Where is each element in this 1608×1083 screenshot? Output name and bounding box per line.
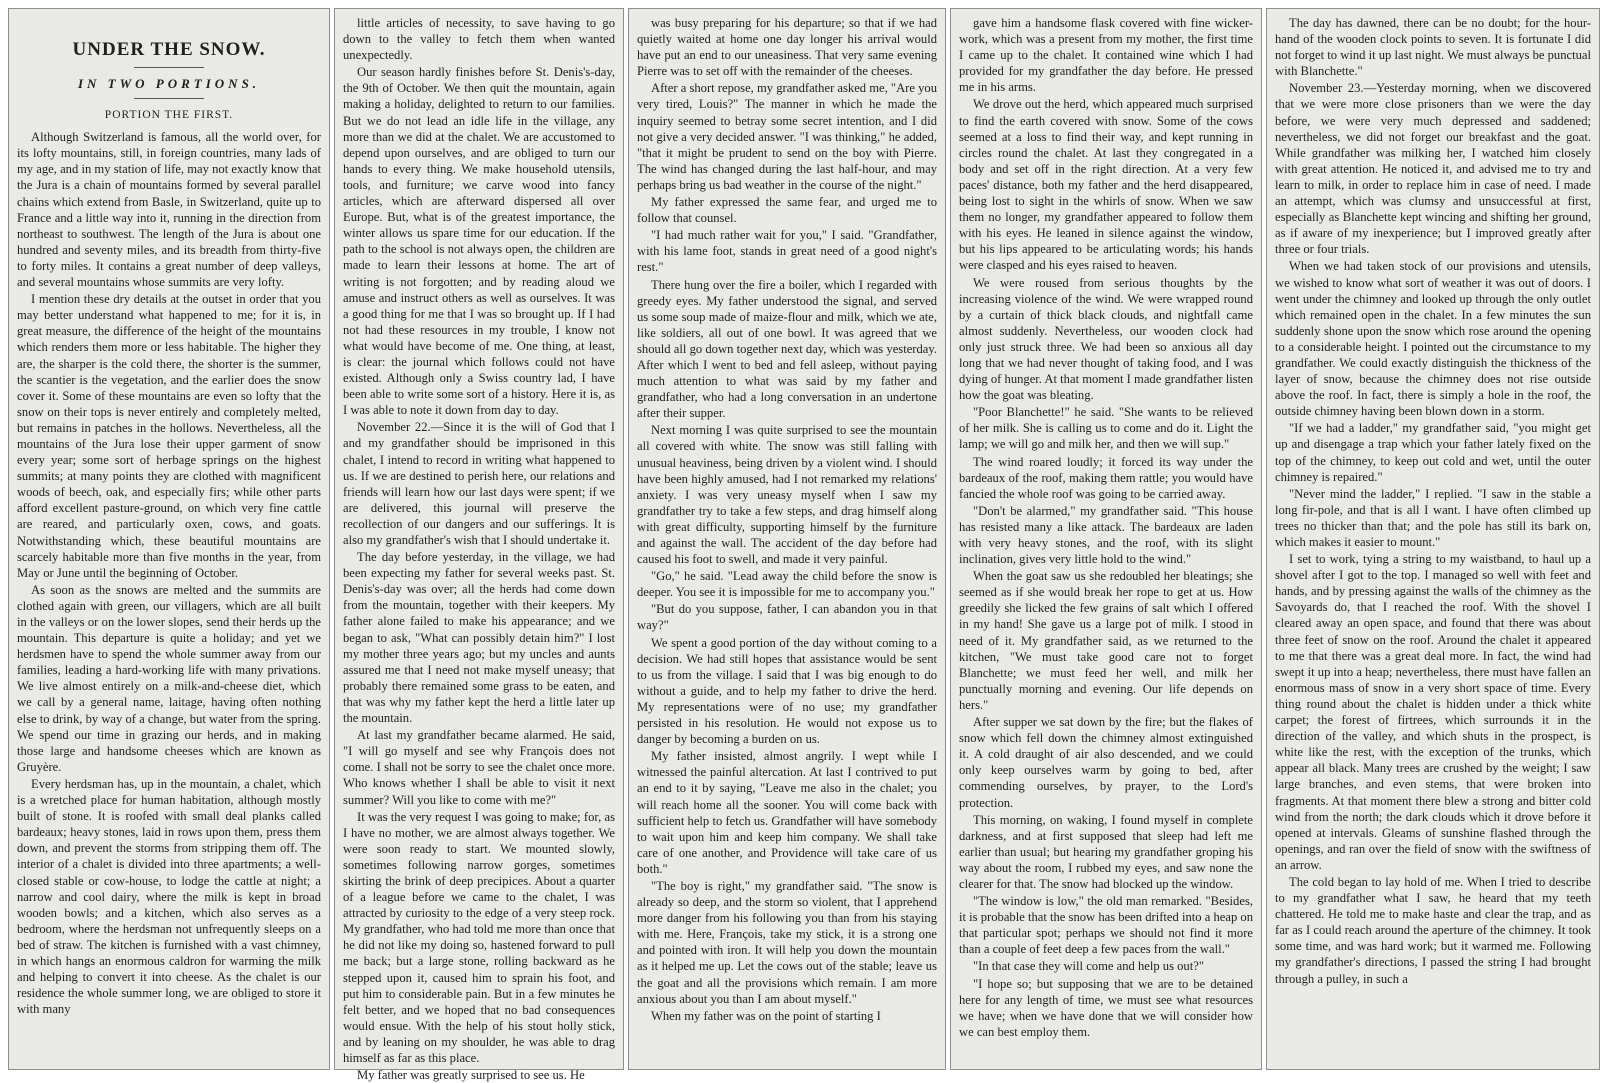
title-rule bbox=[134, 67, 204, 68]
paragraph: This morning, on waking, I found myself in complete darkness, and at first supposed that sleep had left me earlier than usual; but hearing my grandfather groping his way about the room, I rubbed my eyes, and saw none the clearer for that. The snow had blocked up the window. bbox=[959, 812, 1253, 891]
paragraph: little articles of necessity, to save having to go down to the valley to fetch them when wanted unexpectedly. bbox=[343, 16, 615, 63]
paragraph: "The window is low," the old man remarked. "Besides, it is probable that the snow has been drifted into a heap on that particular spot; perhaps we should not find it more than a couple of feet deep a few paces from the wall." bbox=[959, 894, 1253, 957]
paragraph: My father expressed the same fear, and urged me to follow that counsel. bbox=[637, 195, 937, 226]
paragraph: My father was greatly surprised to see us. He bbox=[357, 1068, 585, 1083]
column-2 bbox=[334, 8, 624, 1083]
paragraph: "If we had a ladder," my grandfather said, "you might get up and disengage a trap which your father lately fixed on the top of the chimney, to keep out cold and wet, until the outer chimney is repaired." bbox=[1275, 421, 1591, 484]
paragraph: "But do you suppose, father, I can abandon you in that way?" bbox=[637, 602, 937, 633]
paragraph: Although Switzerland is famous, all the world over, for its lofty mountains, still, in foreign countries, many lads of my age, and in my station of life, may not exactly know that the Jura is a chain of mountains formed by several parallel chains which extend from Basle, in Switzerland, quite up to France and a little way into it, running in the direction from northeast to southwest. The length of the Jura is about one hundred and seventy miles, and its breadth from thirty-five to forty miles. It contains a great number of deep valleys, and several mountains whose summits are very lofty. bbox=[17, 130, 321, 290]
paragraph: The day before yesterday, in the village, we had been expecting my father for several weeks past. St. Denis's-day was over; all the herds had come down from the mountain, together with their keepers. My father alone failed to make his appearance; and we began to ask, "What can possibly detain him?" I lost my mother three years ago; but my uncles and aunts assured me that I need not make myself uneasy; that probably there remained some grass to be eaten, and that was why my father kept the herd a little later up the mountain. bbox=[343, 550, 615, 726]
paragraph: We spent a good portion of the day without coming to a decision. We had still hopes that assistance would be sent to us from the village. I said that I was big enough to do without a guide, and to help my father to drive the herd. My representations were of no use; my grandfather persisted in his resolution. He would not expose us to danger by becoming a burden on us. bbox=[637, 635, 937, 747]
paragraph: We drove out the herd, which appeared much surprised to find the earth covered with snow. Some of the cows seemed at a loss to find their way, and kept running in circles round the chalet. At last they congregated in a body and set off in the right direction. At a very few paces' distance, both my father and the herd disappeared, being lost to sight in the whirls of snow. When we saw them no longer, my grandfather appeared to follow them with his eyes. He leaned in silence against the window, but his lips appeared to be articulating words; his hands were clasped and his eyes raised to heaven. bbox=[959, 97, 1253, 273]
paragraph: At last my grandfather became alarmed. He said, "I will go myself and see why François does not come. I shall not be sorry to see the chalet once more. Who knows whether I shall be able to visit it next summer? Will you like to come with me?" bbox=[343, 728, 615, 807]
paragraph: When we had taken stock of our provisions and utensils, we wished to know what sort of weather it was out of doors. I went under the chimney and looked up through the only outlet which remained open in the chalet. In a few minutes the sun suddenly shone upon the snow which rose around the opening to a considerable height. I pointed out the circumstance to my grandfather. We could exactly distinguish the thickness of the layer of snow, because the chimney does not rise outside above the roof. In fact, there is simply a hole in the roof, the outside chimney having been blown down in a storm. bbox=[1275, 259, 1591, 419]
paragraph: "In that case they will come and help us out?" bbox=[973, 959, 1204, 974]
paragraph: Every herdsman has, up in the mountain, a chalet, which is a wretched place for human habitation, although mostly built of stone. It is roofed with small deal planks called bardeaux; heavy stones, laid in rows upon them, press them down, and prevent the storms from stripping them off. The interior of a chalet is divided into three apartments; a well-closed stable or cow-house, to lodge the cattle at night; a narrow and cool dairy, where the milk is kept in broad wooden bowls; and a kitchen, which also serves as a bedroom, where the herdsman not unfrequently sleeps on a bed of straw. The kitchen is furnished with a vast chimney, in which hangs an enormous caldron for warming the milk and helping to convert it into cheese. As the chalet is our residence the whole summer long, we are obliged to store it with many bbox=[17, 776, 321, 1017]
article-subtitle: IN TWO PORTIONS. bbox=[77, 76, 261, 91]
dated-paragraph: November 22.—Since it is the will of God that I and my grandfather should be imprisoned in this chalet, I intend to record in writing what happened to us. If we are destined to perish here, our relations and friends will learn how our last days were spent; if we are delivered, this journal will preserve the recollection of our dangers and our sufferings. It is also my grandfather's wish that I should undertake it. bbox=[343, 420, 615, 547]
paragraph: My father insisted, almost angrily. I wept while I witnessed the painful altercation. At last I contrived to put an end to it by saying, "Leave me also in the chalet; you will reach home all the sooner. You will come back with sufficient help to fetch us. Grandfather will have somebody to wait upon him and keep him company. We shall take care of one another, and Providence will take care of us both." bbox=[637, 749, 937, 876]
paragraph: We were roused from serious thoughts by the increasing violence of the wind. We were wrapped round by a curtain of thick black clouds, and nightfall came almost suddenly. Nevertheless, our wooden clock had only just struck three. We had been so anxious all day long that we had never thought of taking food, and I was dying of hunger. At that moment I made grandfather listen how the goat was bleating. bbox=[959, 275, 1253, 403]
paragraph: I set to work, tying a string to my waistband, to haul up a shovel after I got to the top. I managed so well with feet and hands, and by pressing against the walls of the chimney as the Savoyards do, that I reached the roof. With the shovel I cleared away an open space, and found that there was about three feet of snow on the roof. Around the chalet it appeared to me that there was a great deal more. In fact, the wind had swept it up into a heap; nevertheless, there must have fallen an enormous mass of snow in a very short space of time. Every thing round about the chalet is hidden under a thick white carpet; the forest of firtrees, which surrounds it in the direction of the valley, and which shuts in the prospect, is white like the rest, with the exception of the trunks, which appear all black. Many trees are crushed by the weight; I saw large branches, and even stems, that were broken into fragments. At that moment there blew a strong and bitter cold wind from the north; the dark clouds which it drove before it opened at intervals. Gleams of sunshine flashed through the openings, and ran over the field of snow with the swiftness of an arrow. bbox=[1275, 552, 1591, 872]
paragraph: gave him a handsome flask covered with fine wicker-work, which was a present from my mother, the first time I came up to the chalet. It contained wine which I had provided for my grandfather the day before. He pressed me in his arms. bbox=[959, 16, 1253, 95]
paragraph: The cold began to lay hold of me. When I tried to describe to my grandfather what I saw, he heard that my teeth chattered. He told me to make haste and clear the trap, and as far as I could reach around the aperture of the chimney. It took some time, and was hard work; but it warmed me. Following my grandfather's directions, I passed the string I had brought through a pulley, in such a bbox=[1275, 874, 1591, 986]
paragraph: "Never mind the ladder," I replied. "I saw in the stable a long fir-pole, and that is all I want. I have often climbed up trees no thicker than that; and the pole has still its bark on, which makes it easier to mount." bbox=[1275, 486, 1591, 549]
paragraph: Next morning I was quite surprised to see the mountain all covered with white. The snow was still falling with unusual heaviness, being driven by a violent wind. I should have been highly amused, had I not remarked my relations' anxiety. I was very uneasy myself when I saw my grandfather try to take a few steps, and drag himself along with great difficulty, supporting himself by the furniture and against the wall. The accident of the day before had caused his foot to swell, and made it very painful. bbox=[637, 423, 937, 567]
subtitle-rule bbox=[134, 98, 204, 99]
column-1 bbox=[8, 8, 330, 1070]
paragraph: "Don't be alarmed," my grandfather said. "This house has resisted many a like attack. The bardeaux are laden with very heavy stones, and the roof, with its slight inclination, gives very little hold to the wind." bbox=[959, 503, 1253, 567]
paragraph: There hung over the fire a boiler, which I regarded with greedy eyes. My father understood the signal, and served us some soup made of maize-flour and milk, which we ate, like soldiers, all out of one bowl. It was agreed that we should all go down together next day, which was yesterday. After which I went to bed and fell asleep, without paying much attention to what was said by my father and grandfather, who had a long conversation in an undertone after their supper. bbox=[637, 277, 937, 421]
paragraph: After a short repose, my grandfather asked me, "Are you very tired, Louis?" The manner in which he made the inquiry seemed to betray some secret intention, and I did not give a very decided answer. "I was thinking," he added, "that it might be prudent to send on the boy with Pierre. The wind has changed during the last half-hour, and may perhaps bring us bad weather in the course of the night." bbox=[637, 81, 937, 192]
paragraph: As soon as the snows are melted and the summits are clothed again with green, our villagers, which are all built in the valleys or on the lower slopes, send their herds up the mountain. This departure is quite a holiday; and yet we herdsmen have to spend the whole summer away from our families, leading a hard-working life with many privations. We live almost entirely on a milk-and-cheese diet, which we call by a general name, laitage, having often nothing else to drink, by way of a change, but water from the spring. We spend our time in grazing our herds, and in making those large and handsome cheeses which are known as Gruyère. bbox=[17, 582, 321, 774]
dated-paragraph: November 23.—Yesterday morning, when we discovered that we were more close prisoners than we were the day before, we were very much depressed and saddened; nevertheless, we did not forget our breakfast and the goat. While grandfather was milking her, I watched him closely with great attention. He noticed it, and advised me to try and learn to milk, in order to replace him in case of need. I made an attempt, which was clumsy and unsuccessful at first, especially as Blanchette kept wincing and shifting her ground, as if aware of my inexperience; but I improved greatly after three or four trials. bbox=[1275, 81, 1591, 257]
column-3 bbox=[628, 8, 946, 1070]
paragraph: When my father was on the point of starting I bbox=[651, 1008, 881, 1023]
paragraph: It was the very request I was going to make; for, as I have no mother, we are almost always together. We were soon ready to start. We mounted slowly, sometimes following narrow gorges, sometimes skirting the brink of deep precipices. About a quarter of a league before we came to the chalet, I was attracted by curiosity to the edge of a very steep rock. My grandfather, who had told me more than once that he did not like my doing so, hastened forward to pull me back; but a large stone, rolling backward as he stepped upon it, caused him to sprain his foot, and put him to considerable pain. But in a few minutes he felt better, and we hoped that no bad consequences would ensue. With the help of his stout holly stick, and by leaning on my shoulder, he was able to drag himself as far as this place. bbox=[343, 809, 615, 1065]
paragraph: Our season hardly finishes before St. Denis's-day, the 9th of October. We then quit the mountain, again making a holiday, delighted to return to our families. But we do not lead an idle life in the village, any more than we did at the chalet. We are accustomed to depend upon ourselves, and are obliged to turn our hands to every thing. We make household utensils, tools, and furniture; we carve wood into fancy articles, which are afterward dispersed all over Europe. But, what is of the greatest importance, the winter allows us spare time for our education. If the path to the school is not always open, the children are made to learn their lessons at home. The art of writing is not forgotten; and by reading aloud we amuse and instruct others as well as ourselves. It was a good thing for me that I was so brought up. If I had not had these resources in my trouble, I know not what would have become of me. One thing, at least, is clear: the journal which follows could not have existed. Although only a Swiss country lad, I have been able to write some sort of a history. Here it is, as I was able to note it down from day to day. bbox=[343, 65, 615, 418]
section-heading: PORTION THE FIRST. bbox=[104, 109, 234, 122]
paragraph: When the goat saw us she redoubled her bleatings; she seemed as if she would break her rope to get at us. How greedily she licked the few grains of salt which I offered in my hand! She gave us a large pot of milk. I stood in need of it. My grandfather said, as we returned to the kitchen, "We must take good care not to forget Blanchette; we must feed her well, and milk her punctually morning and evening. Our life depends on hers." bbox=[959, 569, 1253, 712]
paragraph: "The boy is right," my grandfather said. "The snow is already so deep, and the storm so violent, that I apprehend more danger from his following you than from his staying with me. Here, François, take my stick, it is a strong one and pointed with iron. It will help you down the mountain as it helped me up. Let the cows out of the stable; leave us the goat and all the provisions which remain. I am more anxious about you than I am about myself." bbox=[637, 878, 937, 1006]
paragraph: "I had much rather wait for you," I said. "Grandfather, with his lame foot, stands in great need of a good night's rest." bbox=[637, 228, 937, 275]
article-title: UNDER THE SNOW. bbox=[72, 39, 266, 60]
paragraph: was busy preparing for his departure; so that if we had quietly waited at home one day longer his arrival would have put an end to our uneasiness. That very same evening Pierre was to set off with the remainder of the cheeses. bbox=[637, 16, 937, 79]
paragraph: "Go," he said. "Lead away the child before the snow is deeper. You see it is impossible for me to accompany you." bbox=[637, 569, 937, 600]
paragraph: I mention these dry details at the outset in order that you may better understand what happened to me; for it is, in great measure, the difference of the height of the mountains which renders them more or less habitable. The higher they are, the sharper is the cold there, the shorter is the summer, the scantier is the vegetation, and the earlier does the snow cover it. Some of these mountains are even so lofty that the snow on their tops is never entirely and completely melted, but remains in patches in the hollows. Nevertheless, all the mountains of the Jura lose their upper garment of snow every year; some sort of herbage springs on the highest summits; at many points they are clothed with magnificent woods of beech, oak, and especially firs; while other parts afford excellent pasture-ground, on which very fine cattle are reared, and particularly oxen, cows, and goats. Notwithstanding which, these beautiful mountains are scarcely habitable more than five months in the year, from May or June until the beginning of October. bbox=[17, 292, 321, 580]
paragraph: "Poor Blanchette!" he said. "She wants to be relieved of her milk. She is calling us to come and do it. Light the lamp; we will go and milk her, and then we will sup." bbox=[959, 405, 1253, 452]
column-4 bbox=[950, 8, 1262, 1070]
column-5 bbox=[1266, 8, 1600, 1070]
paragraph: The day has dawned, there can be no doubt; for the hour-hand of the wooden clock points to seven. It is fortunate I did not forget to wind it up last night. We must always be punctual with Blanchette." bbox=[1275, 16, 1591, 79]
paragraph: "I hope so; but supposing that we are to be detained here for any length of time, we must see what resources we have; when we have done that we will consider how we can best employ them. bbox=[959, 976, 1253, 1039]
paragraph: After supper we sat down by the fire; but the flakes of snow which fell down the chimney almost extinguished it. A cold draught of air also descended, and we could only keep ourselves warm by going to bed, after commending ourselves, by prayer, to the Lord's protection. bbox=[959, 715, 1253, 810]
paragraph: The wind roared loudly; it forced its way under the bardeaux of the roof, making them rattle; you would have fancied the whole roof was going to be carried away. bbox=[959, 454, 1253, 501]
